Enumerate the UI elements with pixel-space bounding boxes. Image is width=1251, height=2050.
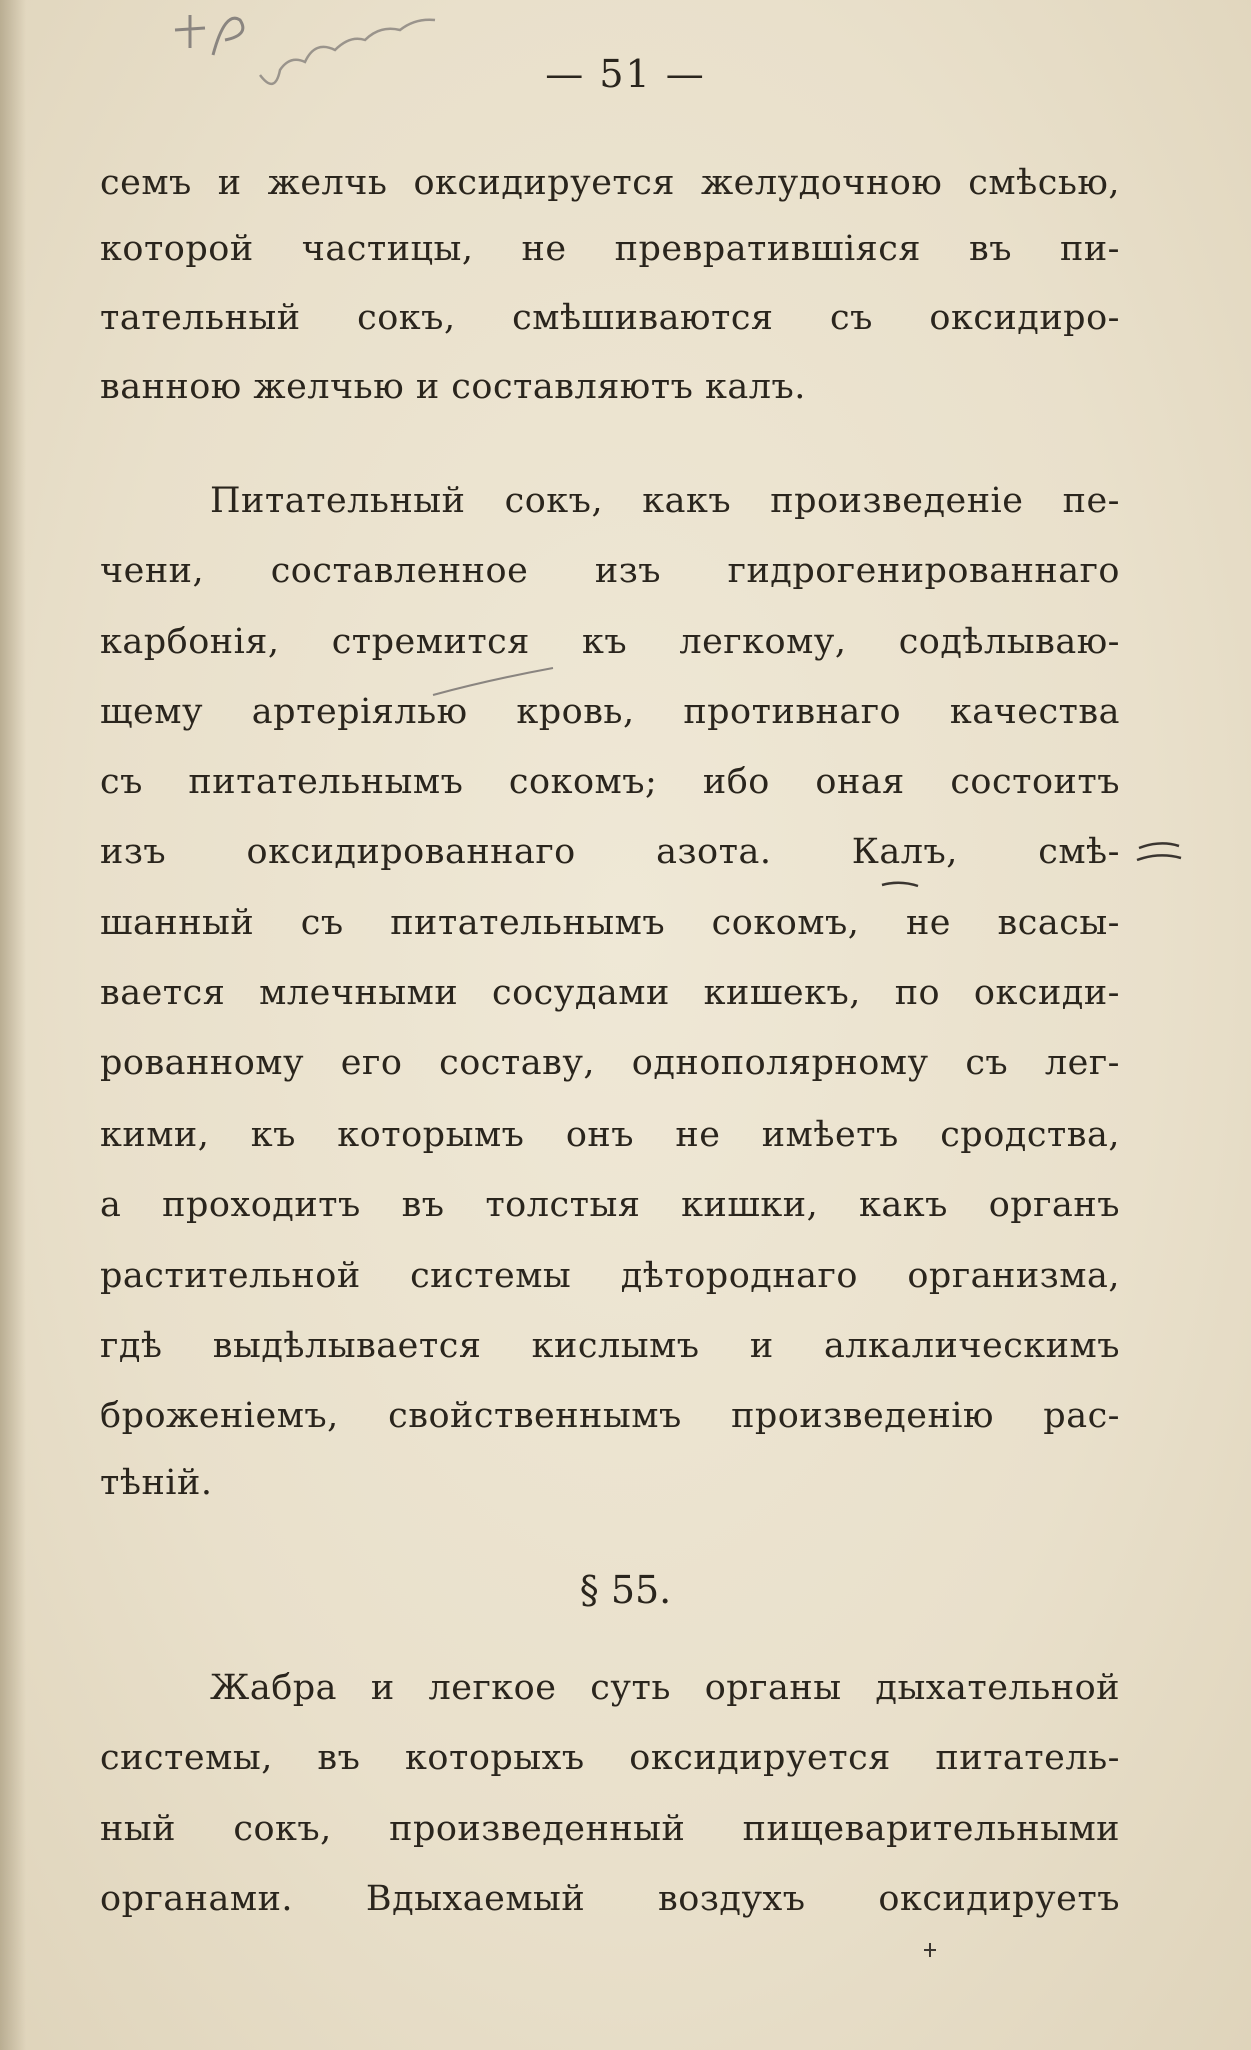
text-line: растительной системы дѣтороднаго организма, [100, 1256, 1120, 1296]
text-line: которой частицы, не превратившiяся въ пи- [100, 229, 1120, 269]
text-line: семъ и желчь оксидируется желудочною смѣсью, [100, 163, 1120, 203]
text-line: органами. Вдыхаемый воздухъ оксидируетъ [100, 1879, 1120, 1919]
page-gutter-shadow [0, 0, 26, 2050]
text-line: съ питательнымъ сокомъ; ибо оная состоитъ [100, 762, 1120, 802]
text-line: чени, составленное изъ гидрогенированнаго [100, 551, 1120, 591]
margin-pen-mark-icon [1135, 838, 1185, 868]
text-line: тѣнiй. [100, 1463, 213, 1503]
text-line: ванною желчью и составляютъ калъ. [100, 367, 806, 407]
text-line: шанный съ питательнымъ сокомъ, не всасы- [100, 903, 1120, 943]
text-line: Питательный сокъ, какъ произведенiе пе- [210, 481, 1120, 521]
ink-speck-icon [920, 1940, 940, 1960]
text-line: ный сокъ, произведенный пищеварительными [100, 1809, 1120, 1849]
text-line: изъ оксидированнаго азота. Калъ, смѣ- [100, 832, 1120, 872]
text-line: Жабра и легкое суть органы дыхательной [210, 1668, 1120, 1708]
text-line: тательный сокъ, смѣшиваются съ оксидиро- [100, 298, 1120, 338]
text-line: системы, въ которыхъ оксидируется питатель- [100, 1738, 1120, 1778]
text-line: броженiемъ, свойственнымъ произведенiю рас- [100, 1396, 1120, 1436]
text-line: гдѣ выдѣлывается кислымъ и алкалическимъ [100, 1326, 1120, 1366]
text-line: кими, къ которымъ онъ не имѣетъ сродства, [100, 1115, 1120, 1155]
text-line: рованному его составу, однополярному съ лег- [100, 1043, 1120, 1083]
underline-pen-mark-icon [880, 878, 920, 892]
text-line: щему артерiялью кровь, противнаго качества [100, 692, 1120, 732]
section-heading: § 55. [579, 1568, 672, 1612]
pencil-stroke-icon [428, 660, 558, 710]
text-line: карбонiя, стремится къ легкому, содѣлываю- [100, 622, 1120, 662]
text-line: вается млечными сосудами кишекъ, по оксиди- [100, 973, 1120, 1013]
text-line: а проходитъ въ толстыя кишки, какъ органъ [100, 1185, 1120, 1225]
page-number: — 51 — [545, 52, 706, 96]
